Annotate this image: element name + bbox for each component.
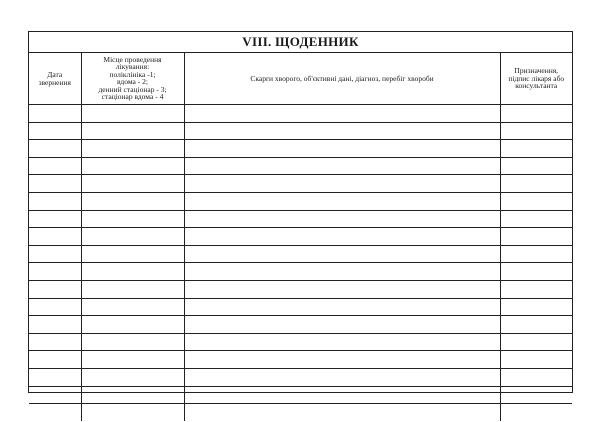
date-cell[interactable] <box>29 192 81 210</box>
date-cell[interactable] <box>29 263 81 281</box>
header-complaints <box>184 53 500 105</box>
complaints-cell[interactable] <box>184 122 500 140</box>
prescriptions-cell[interactable] <box>500 157 572 175</box>
header-date-line: звернення <box>38 77 71 87</box>
date-cell[interactable] <box>29 122 81 140</box>
header-place-line: вдома - 2; <box>117 77 148 87</box>
table-row <box>29 316 572 334</box>
complaints-cell[interactable] <box>184 192 500 210</box>
table-row <box>29 298 572 316</box>
place-cell[interactable] <box>81 192 184 210</box>
date-cell[interactable] <box>29 105 81 123</box>
complaints-cell[interactable] <box>184 404 500 421</box>
complaints-cell[interactable] <box>184 368 500 386</box>
prescriptions-cell[interactable] <box>500 210 572 228</box>
diary-table <box>29 53 572 421</box>
prescriptions-cell[interactable] <box>500 280 572 298</box>
place-cell[interactable] <box>81 333 184 351</box>
place-cell[interactable] <box>81 263 184 281</box>
date-cell[interactable] <box>29 404 81 421</box>
table-row <box>29 245 572 263</box>
date-cell[interactable] <box>29 386 81 404</box>
table-row <box>29 140 572 158</box>
prescriptions-cell[interactable] <box>500 245 572 263</box>
date-cell[interactable] <box>29 210 81 228</box>
prescriptions-cell[interactable] <box>500 386 572 404</box>
complaints-cell[interactable] <box>184 140 500 158</box>
prescriptions-cell[interactable] <box>500 140 572 158</box>
table-row <box>29 280 572 298</box>
place-cell[interactable] <box>81 316 184 334</box>
place-cell[interactable] <box>81 386 184 404</box>
date-cell[interactable] <box>29 368 81 386</box>
header-place-line: стаціонар вдома - 4 <box>101 92 164 102</box>
place-cell[interactable] <box>81 122 184 140</box>
complaints-cell[interactable] <box>184 157 500 175</box>
date-cell[interactable] <box>29 298 81 316</box>
place-cell[interactable] <box>81 298 184 316</box>
table-row <box>29 210 572 228</box>
header-place-line: поліклініка -1; <box>109 69 156 79</box>
date-cell[interactable] <box>29 316 81 334</box>
complaints-cell[interactable] <box>184 263 500 281</box>
table-row <box>29 333 572 351</box>
header-place-line: Місце проведення <box>103 55 162 64</box>
header-prescriptions-line: консультанта <box>515 81 558 91</box>
date-cell[interactable] <box>29 280 81 298</box>
header-place <box>81 53 184 105</box>
place-cell[interactable] <box>81 175 184 193</box>
diary-rows <box>29 105 572 421</box>
prescriptions-cell[interactable] <box>500 122 572 140</box>
table-row <box>29 192 572 210</box>
prescriptions-cell[interactable] <box>500 105 572 123</box>
date-cell[interactable] <box>29 157 81 175</box>
place-cell[interactable] <box>81 140 184 158</box>
complaints-cell[interactable] <box>184 298 500 316</box>
prescriptions-cell[interactable] <box>500 175 572 193</box>
prescriptions-cell[interactable] <box>500 316 572 334</box>
prescriptions-cell[interactable] <box>500 333 572 351</box>
table-row <box>29 404 572 421</box>
place-cell[interactable] <box>81 368 184 386</box>
prescriptions-cell[interactable] <box>500 192 572 210</box>
date-cell[interactable] <box>29 333 81 351</box>
prescriptions-cell[interactable] <box>500 263 572 281</box>
place-cell[interactable] <box>81 351 184 369</box>
place-cell[interactable] <box>81 228 184 246</box>
complaints-cell[interactable] <box>184 105 500 123</box>
complaints-cell[interactable] <box>184 280 500 298</box>
header-row <box>29 53 572 105</box>
place-cell[interactable] <box>81 105 184 123</box>
complaints-cell[interactable] <box>184 245 500 263</box>
place-cell[interactable] <box>81 157 184 175</box>
date-cell[interactable] <box>29 228 81 246</box>
header-complaints-line: Скарги хворого, об'єктивні дані, діагноз, перебіг хвороби <box>250 73 434 83</box>
table-row <box>29 386 572 404</box>
complaints-cell[interactable] <box>184 175 500 193</box>
prescriptions-cell[interactable] <box>500 404 572 421</box>
place-cell[interactable] <box>81 210 184 228</box>
header-date <box>29 53 81 105</box>
form-title: VIII. ЩОДЕННИК <box>29 32 572 53</box>
table-row <box>29 368 572 386</box>
complaints-cell[interactable] <box>184 210 500 228</box>
place-cell[interactable] <box>81 404 184 421</box>
complaints-cell[interactable] <box>184 228 500 246</box>
complaints-cell[interactable] <box>184 316 500 334</box>
date-cell[interactable] <box>29 245 81 263</box>
table-row <box>29 228 572 246</box>
header-prescriptions <box>500 53 572 105</box>
prescriptions-cell[interactable] <box>500 298 572 316</box>
complaints-cell[interactable] <box>184 333 500 351</box>
prescriptions-cell[interactable] <box>500 351 572 369</box>
table-row <box>29 351 572 369</box>
complaints-cell[interactable] <box>184 386 500 404</box>
header-date-line: Дата <box>47 70 63 80</box>
header-place-line: лікування: <box>115 62 150 72</box>
diary-form <box>28 31 573 393</box>
place-cell[interactable] <box>81 280 184 298</box>
date-cell[interactable] <box>29 175 81 193</box>
complaints-cell[interactable] <box>184 351 500 369</box>
place-cell[interactable] <box>81 245 184 263</box>
header-prescriptions-line: Призначення, <box>514 66 559 76</box>
table-row <box>29 263 572 281</box>
table-row <box>29 175 572 193</box>
prescriptions-cell[interactable] <box>500 228 572 246</box>
table-row <box>29 105 572 123</box>
header-prescriptions-line: підпис лікаря або <box>508 73 565 83</box>
table-row <box>29 122 572 140</box>
prescriptions-cell[interactable] <box>500 368 572 386</box>
table-row <box>29 157 572 175</box>
date-cell[interactable] <box>29 351 81 369</box>
date-cell[interactable] <box>29 140 81 158</box>
header-place-line: денний стаціонар - 3; <box>98 84 167 94</box>
